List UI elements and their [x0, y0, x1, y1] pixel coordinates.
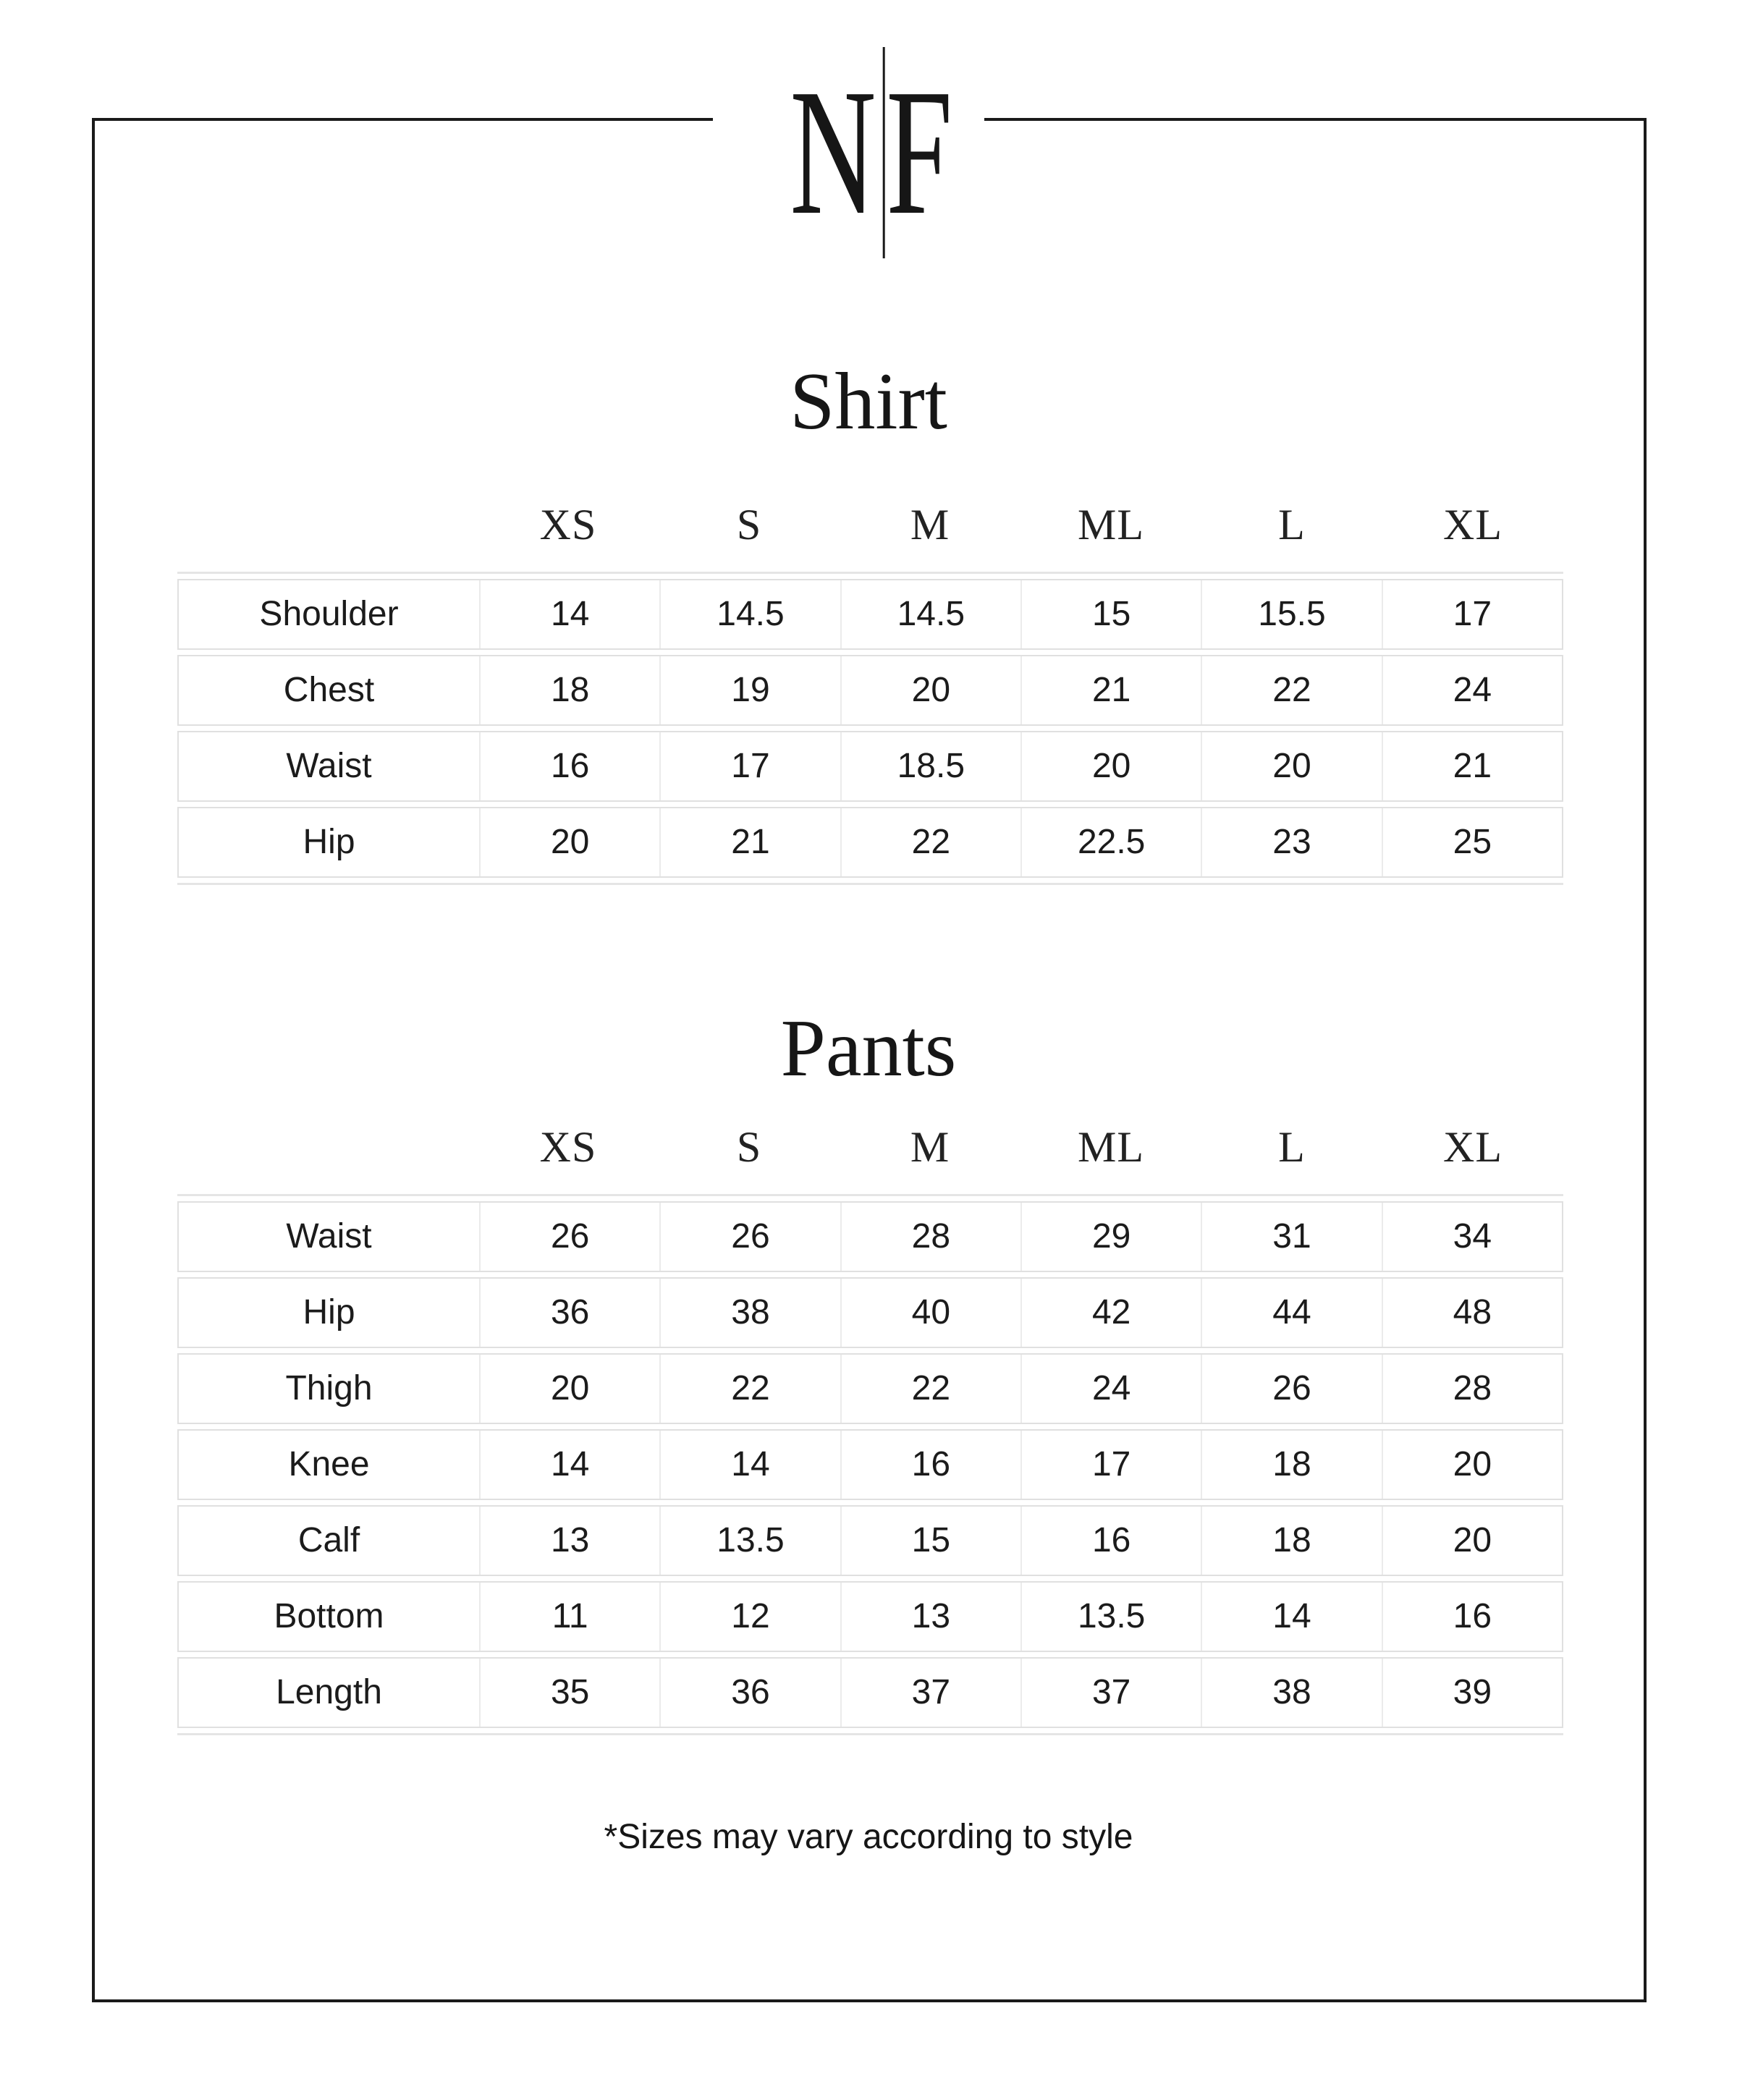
table-cell: 39: [1382, 1659, 1562, 1727]
shirt-size-table: [177, 572, 1563, 885]
shirt-size-header-row: [177, 501, 1563, 549]
table-cell: 15.5: [1201, 580, 1381, 648]
table-bottom-cap: [177, 883, 1563, 885]
size-header-ml: ML: [1078, 501, 1144, 549]
table-cell: 36: [659, 1659, 840, 1727]
size-header-m: M: [910, 501, 950, 549]
pants-section-title: Pants: [780, 1004, 957, 1093]
row-label: Bottom: [274, 1597, 384, 1635]
table-cell: 42: [1020, 1279, 1201, 1347]
table-cell: 24: [1020, 1355, 1201, 1423]
table-cell: 21: [659, 808, 840, 876]
table-row: [177, 579, 1563, 650]
table-row: [177, 1353, 1563, 1424]
size-header-l: L: [1278, 1123, 1306, 1171]
brand-logo: [787, 47, 951, 258]
table-cell: 20: [479, 808, 659, 876]
table-cell: 26: [1201, 1355, 1381, 1423]
table-row: [177, 731, 1563, 802]
table-cell: 48: [1382, 1279, 1562, 1347]
table-cell: 19: [659, 656, 840, 724]
table-cell: 25: [1382, 808, 1562, 876]
table-cell: 18: [479, 656, 659, 724]
size-header-xs: XS: [539, 1123, 597, 1171]
table-cell: 12: [659, 1583, 840, 1651]
table-cell: 13.5: [659, 1507, 840, 1575]
table-cell: 14.5: [840, 580, 1020, 648]
table-cell: 16: [1020, 1507, 1201, 1575]
row-label: Hip: [303, 823, 355, 861]
header-spacer: [177, 503, 478, 546]
row-label: Chest: [283, 671, 375, 709]
logo-divider-line: [882, 47, 884, 258]
table-cell: 20: [1201, 732, 1381, 800]
table-cell: 22: [840, 1355, 1020, 1423]
table-cell: 40: [840, 1279, 1020, 1347]
table-cell: 17: [1382, 580, 1562, 648]
table-cell: 22: [659, 1355, 840, 1423]
table-cell: 11: [479, 1583, 659, 1651]
table-cell: 20: [1382, 1431, 1562, 1499]
row-label: Knee: [288, 1445, 370, 1483]
table-cell: 14: [479, 1431, 659, 1499]
table-cell: 22: [1201, 656, 1381, 724]
table-cell: 16: [479, 732, 659, 800]
table-cell: 13.5: [1020, 1583, 1201, 1651]
table-top-cap: [177, 572, 1563, 574]
row-label: Calf: [297, 1521, 360, 1559]
table-cell: 20: [479, 1355, 659, 1423]
row-label: Waist: [286, 747, 372, 785]
table-cell: 21: [1020, 656, 1201, 724]
table-cell: 24: [1382, 656, 1562, 724]
row-label: Thigh: [285, 1369, 373, 1407]
table-cell: 22: [840, 808, 1020, 876]
size-header-l: L: [1278, 501, 1306, 549]
table-row: [177, 807, 1563, 878]
logo-letter-n: N: [790, 52, 876, 253]
table-cell: 14.5: [659, 580, 840, 648]
row-label: Hip: [303, 1293, 355, 1331]
table-cell: 28: [1382, 1355, 1562, 1423]
shirt-section-title: Shirt: [790, 357, 947, 446]
table-cell: 37: [1020, 1659, 1201, 1727]
table-cell: 13: [479, 1507, 659, 1575]
table-cell: 20: [1382, 1507, 1562, 1575]
table-row: [177, 1429, 1563, 1500]
table-cell: 18: [1201, 1507, 1381, 1575]
table-cell: 21: [1382, 732, 1562, 800]
table-cell: 26: [479, 1203, 659, 1271]
header-spacer: [177, 1125, 478, 1169]
row-label: Length: [276, 1673, 382, 1711]
size-header-s: S: [736, 501, 762, 549]
table-cell: 37: [840, 1659, 1020, 1727]
table-row: [177, 1657, 1563, 1728]
table-row: [177, 1581, 1563, 1652]
table-row: [177, 1201, 1563, 1272]
pants-size-table: [177, 1194, 1563, 1735]
table-cell: 14: [479, 580, 659, 648]
table-cell: 26: [659, 1203, 840, 1271]
table-row: [177, 1277, 1563, 1348]
table-cell: 18.5: [840, 732, 1020, 800]
table-cell: 14: [659, 1431, 840, 1499]
size-header-xl: XL: [1443, 1123, 1503, 1171]
footnote: *Sizes may vary according to style: [604, 1818, 1133, 1856]
table-cell: 17: [1020, 1431, 1201, 1499]
table-cell: 22.5: [1020, 808, 1201, 876]
size-header-xl: XL: [1443, 501, 1503, 549]
table-cell: 36: [479, 1279, 659, 1347]
table-row: [177, 1505, 1563, 1576]
table-cell: 38: [1201, 1659, 1381, 1727]
table-cell: 44: [1201, 1279, 1381, 1347]
table-cell: 28: [840, 1203, 1020, 1271]
table-cell: 29: [1020, 1203, 1201, 1271]
table-cell: 13: [840, 1583, 1020, 1651]
row-label: Waist: [286, 1217, 372, 1256]
size-header-s: S: [736, 1123, 762, 1171]
table-cell: 20: [840, 656, 1020, 724]
table-cell: 18: [1201, 1431, 1381, 1499]
size-header-xs: XS: [539, 501, 597, 549]
row-label: Shoulder: [259, 595, 399, 633]
table-cell: 14: [1201, 1583, 1381, 1651]
table-cell: 31: [1201, 1203, 1381, 1271]
table-cell: 15: [1020, 580, 1201, 648]
table-bottom-cap: [177, 1733, 1563, 1735]
table-row: [177, 655, 1563, 726]
table-top-cap: [177, 1194, 1563, 1196]
pants-size-header-row: [177, 1125, 1563, 1169]
table-cell: 20: [1020, 732, 1201, 800]
table-cell: 35: [479, 1659, 659, 1727]
table-cell: 23: [1201, 808, 1381, 876]
table-cell: 15: [840, 1507, 1020, 1575]
table-cell: 34: [1382, 1203, 1562, 1271]
table-cell: 16: [1382, 1583, 1562, 1651]
size-header-ml: ML: [1078, 1123, 1144, 1171]
table-cell: 16: [840, 1431, 1020, 1499]
logo-letter-f: F: [885, 52, 952, 253]
table-cell: 38: [659, 1279, 840, 1347]
size-header-m: M: [910, 1123, 950, 1171]
table-cell: 17: [659, 732, 840, 800]
